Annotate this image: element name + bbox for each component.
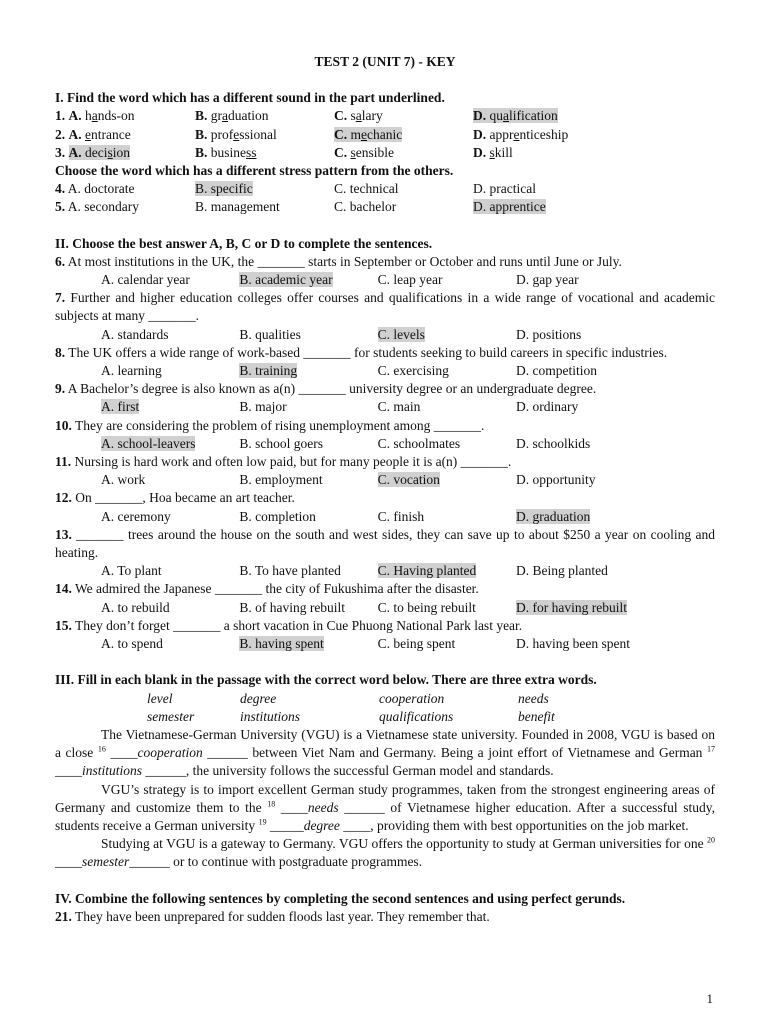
section-4-heading: IV. Combine the following sentences by completing the second sentences and using perfect gerunds. [55, 890, 626, 906]
section-3-heading: III. Fill in each blank in the passage with the correct word below. There are three extra words. [55, 672, 597, 688]
option-d-answer: D. qualification [473, 108, 558, 124]
option-d: D. having been spent [515, 636, 630, 652]
option-c: C. finish [377, 508, 425, 524]
section-1-heading: I. Find the word which has a different sound in the part underlined. [55, 90, 445, 106]
options-13 [55, 562, 715, 580]
question-8: 8. The UK offers a wide range of work-based _______ for students seeking to build careers in specific industries. [55, 344, 668, 360]
option-b-answer: B. having spent [239, 636, 324, 652]
word-bank-item: benefit [518, 708, 555, 724]
word-bank-item: semester [147, 708, 195, 724]
option-d-answer: D. apprentice [473, 199, 546, 215]
option-d: D. practical [473, 181, 536, 197]
passage-paragraph-2: VGU’s strategy is to import excellent German study programmes, taken from the strongest engineering areas of Germany and customize them to the $^{18}$ ____needs ______ of Vietnamese higher education. After a successful study, students receive a German university $^{19}$ _____degree ____, providing them with best opportunities on the job market. [55, 781, 716, 833]
page-title: TEST 2 (UNIT 7) - KEY [314, 54, 456, 69]
option-b-answer: B. training [239, 363, 298, 379]
word-bank-item: degree [240, 690, 277, 706]
word-bank-item: level [147, 690, 173, 706]
question-2 [55, 126, 715, 144]
page-number: 1 [706, 991, 713, 1006]
option-a: 1. A. hands-on [55, 108, 135, 124]
blank-19-answer: degree [303, 817, 340, 833]
options-7 [55, 326, 715, 344]
option-c: C. being spent [377, 636, 456, 652]
question-1 [55, 107, 715, 125]
options-10 [55, 435, 715, 453]
option-b: B. completion [239, 508, 316, 524]
test-document [55, 53, 715, 926]
option-b: B. professional [195, 126, 277, 142]
option-b: B. employment [239, 472, 323, 488]
option-c-answer: C. vocation [377, 472, 440, 488]
option-a: A. work [101, 472, 146, 488]
option-c: C. main [377, 399, 421, 415]
option-c: C. bachelor [334, 199, 397, 215]
question-9: 9. A Bachelor’s degree is also known as a(n) _______ university degree or an undergraduate degree. [55, 381, 597, 397]
option-b: B. major [239, 399, 287, 415]
options-6 [55, 271, 715, 289]
option-b: B. school goers [239, 435, 323, 451]
question-14: 14. We admired the Japanese _______ the city of Fukushima after the disaster. [55, 581, 479, 597]
option-c: C. sensible [334, 144, 395, 160]
question-5: 5. A. secondary B. management C. bachelor D. apprentice [55, 198, 715, 216]
option-d: D. ordinary [515, 399, 579, 415]
option-a: A. learning [101, 363, 162, 379]
option-d: D. Being planted [515, 563, 608, 579]
option-a-answer: 3. A. decision [55, 144, 131, 160]
option-c: C. technical [334, 181, 399, 197]
option-d: D. positions [515, 326, 582, 342]
option-b-answer: B. specific [195, 181, 253, 197]
question-7: 7. Further and higher education colleges offer courses and qualifications in a wide range of vocational and academic subjects at many _______. [55, 290, 715, 324]
option-c: C. leap year [377, 272, 443, 288]
options-11 [55, 471, 715, 489]
options-12 [55, 508, 715, 526]
options-9 [55, 398, 715, 416]
option-b-answer: B. academic year [239, 272, 333, 288]
option-a: A. doctorate [67, 181, 135, 197]
option-c-answer: C. levels [377, 326, 425, 342]
option-a: 2. A. entrance [55, 126, 131, 142]
section-2-heading: II. Choose the best answer A, B, C or D to complete the sentences. [55, 235, 433, 251]
option-c-answer: C. Having planted [377, 563, 477, 579]
option-a: A. To plant [101, 563, 162, 579]
word-bank-item: institutions [240, 708, 301, 724]
option-a: A. ceremony [101, 508, 171, 524]
option-c: C. schoolmates [377, 435, 461, 451]
word-bank-item: qualifications [379, 708, 454, 724]
blank-18-answer: needs [307, 799, 339, 815]
option-c: C. to being rebuilt [377, 599, 476, 615]
word-bank-item: needs [518, 690, 549, 706]
word-bank-row-1 [55, 690, 715, 708]
options-15 [55, 635, 715, 653]
question-11: 11. Nursing is hard work and often low paid, but for many people it is a(n) _______. [55, 454, 512, 470]
option-d: D. gap year [515, 272, 579, 288]
option-b: B. of having rebuilt [239, 599, 346, 615]
word-bank-item: cooperation [379, 690, 445, 706]
question-3 [55, 144, 715, 162]
blank-20-answer: semester [82, 854, 130, 870]
option-c: C. exercising [377, 363, 449, 379]
question-15: 15. They don’t forget _______ a short vacation in Cue Phuong National Park last year. [55, 617, 523, 633]
question-6: 6. At most institutions in the UK, the _______ starts in September or October and runs until June or July. [55, 253, 622, 269]
option-a: A. calendar year [101, 272, 190, 288]
option-a-answer: A. first [101, 399, 140, 415]
options-8 [55, 362, 715, 380]
question-13: 13. _______ trees around the house on the south and west sides, they can save up to about $250 a year on cooling and heating. [55, 526, 715, 561]
option-b: B. management [195, 199, 280, 215]
option-b: B. To have planted [239, 563, 341, 579]
word-bank-row-2 [55, 708, 715, 726]
option-d: D. skill [473, 144, 513, 160]
passage-paragraph-3: Studying at VGU is a gateway to Germany. VGU offers the opportunity to study at German universities for one $^{20}$ ____semester______ or to continue with postgraduate programmes. [55, 835, 715, 870]
option-b: B. business [195, 144, 257, 160]
option-a: A. standards [101, 326, 169, 342]
option-d: D. opportunity [515, 472, 596, 488]
option-b: B. graduation [195, 108, 269, 124]
option-d-answer: D. graduation [515, 508, 591, 524]
question-4: 4. A. doctorate B. specific C. technical D. practical [55, 180, 715, 198]
question-21: 21. They have been unprepared for sudden floods last year. They remember that. [55, 908, 490, 924]
question-10: 10. They are considering the problem of rising unemployment among _______. [55, 417, 485, 433]
option-d: D. apprenticeship [473, 126, 569, 142]
option-d-answer: D. for having rebuilt [515, 599, 627, 615]
question-12: 12. On _______, Hoa became an art teacher. [55, 490, 295, 506]
option-b: B. qualities [239, 326, 301, 342]
options-14 [55, 599, 715, 617]
option-a-answer: A. school-leavers [101, 435, 196, 451]
blank-16-answer: cooperation [137, 745, 203, 761]
blank-17-answer: institutions [82, 763, 143, 779]
option-d: D. schoolkids [515, 435, 591, 451]
passage-paragraph-1: The Vietnamese-German University (VGU) is a Vietnamese state university. Founded in 2008, VGU is based on a close $^{16}$ ____cooperation ______ between Viet Nam and Germany. Being a joint effort of Vietnamese and German $^{17}$ ____institutions ______, the university follows the successful German model and standards. [55, 726, 716, 779]
option-c-answer: C. mechanic [334, 126, 403, 142]
section-1-subheading: Choose the word which has a different stress pattern from the others. [55, 163, 454, 179]
option-a: A. secondary [67, 199, 139, 215]
option-c: C. salary [334, 108, 383, 124]
option-a: A. to rebuild [101, 599, 170, 615]
option-a: A. to spend [101, 636, 163, 652]
option-d: D. competition [515, 363, 597, 379]
